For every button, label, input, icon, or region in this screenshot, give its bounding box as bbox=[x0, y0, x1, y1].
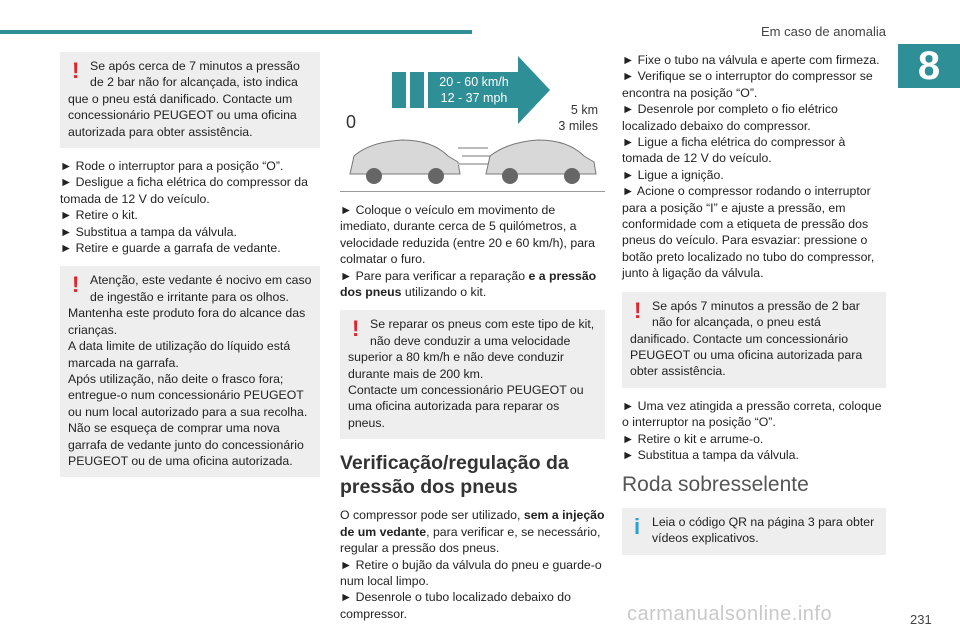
warning-line: não deve conduzir a uma velocidade bbox=[370, 333, 571, 348]
warning-text: Mantenha este produto fora do alcance das crianças. bbox=[68, 306, 306, 337]
figure-divider bbox=[340, 191, 605, 192]
step-item: ► Ligue a ficha elétrica do compressor à tomada de 12 V do veículo. bbox=[622, 135, 846, 166]
drive-figure bbox=[340, 52, 605, 192]
warning-line: Se após 7 minutos a pressão de 2 bar bbox=[652, 298, 860, 313]
warning-line: Se reparar os pneus com este tipo de kit, bbox=[370, 317, 595, 332]
watermark: carmanualsonline.info bbox=[627, 603, 833, 625]
warning-box bbox=[60, 52, 320, 148]
warning-line: Atenção, este vedante é nocivo em caso bbox=[90, 273, 312, 288]
column-3 bbox=[622, 52, 886, 565]
step-item: ► Retire o kit e arrume-o. bbox=[622, 431, 764, 446]
step-item: ► Retire o kit. bbox=[60, 208, 138, 223]
step-item: ► Acione o compressor rodando o interruptor para a posição “I” e ajuste a pressão, em conformidade com a etiqueta de pressão dos pneus do veículo. Para esvaziar: pressione o botão preto localizado no tubo do compressor, junto à ligação da válvula. bbox=[622, 184, 875, 281]
warning-line: de ingestão e irritante para os olhos. bbox=[90, 289, 289, 304]
step-item: ► Coloque o veículo em movimento de imediato, durante cerca de 5 quilómetros, a velocidade reduzida (entre 20 e 60 km/h), para colmatar o furo. bbox=[340, 203, 595, 267]
drive-illustration bbox=[340, 52, 605, 192]
section-heading: Verificação/regulação da pressão dos pneus bbox=[340, 452, 569, 499]
step-item: ► Retire o bujão da válvula do pneu e guarde-o num local limpo. bbox=[340, 557, 602, 588]
step-item: ► Rode o interruptor para a posição “O”. bbox=[60, 159, 284, 174]
section-title: Em caso de anomalia bbox=[760, 24, 886, 39]
speed-bar bbox=[410, 72, 424, 108]
warning-text: Após utilização, não deite o frasco fora; entregue-o num concessionário PEUGEOT ou num local autorizado para a sua recolha. bbox=[68, 371, 308, 419]
step-item: ► Substitua a tampa da válvula. bbox=[60, 224, 237, 239]
step-list bbox=[60, 158, 320, 256]
info-line: vídeos explicativos. bbox=[652, 531, 759, 546]
column-2 bbox=[340, 52, 605, 622]
distance-miles: 3 miles bbox=[558, 119, 598, 133]
warning-text: A data limite de utilização do líquido está marcada na garrafa. bbox=[68, 339, 291, 370]
step-list bbox=[622, 398, 886, 464]
step-item: ► Ligue a ignição. bbox=[622, 167, 724, 182]
warning-text: Contacte um concessionário PEUGEOT ou uma oficina autorizada para reparar os pneus. bbox=[348, 383, 584, 430]
warning-icon: ! bbox=[352, 316, 360, 342]
warning-text: Não se esqueça de comprar uma nova garrafa de vedante junto do concessionário PEUGEOT ou de uma oficina autorizada. bbox=[68, 421, 304, 468]
info-line: Leia o código QR na página 3 para obter bbox=[652, 514, 875, 529]
step-item: ► Pare para verificar a reparação e a pressão dos pneus utilizando o kit. bbox=[340, 268, 597, 300]
warning-line: não for alcançada, o pneu está bbox=[652, 315, 821, 330]
step-item: ► Fixe o tubo na válvula e aperte com firmeza. bbox=[622, 53, 880, 67]
step-list bbox=[340, 202, 605, 300]
speed-bar bbox=[392, 72, 406, 108]
step-item: ► Desenrole por completo o fio elétrico localizado debaixo do compressor. bbox=[622, 102, 838, 133]
info-icon: i bbox=[634, 513, 641, 539]
warning-line: Se após cerca de 7 minutos a pressão bbox=[90, 59, 300, 73]
car-moving bbox=[486, 140, 596, 184]
distance-km: 5 km bbox=[570, 103, 598, 117]
column-1 bbox=[60, 52, 320, 487]
car-stationary bbox=[350, 140, 460, 184]
step-item: ► Retire e guarde a garrafa de vedante. bbox=[60, 241, 281, 256]
warning-box bbox=[340, 310, 605, 439]
warning-box bbox=[60, 266, 320, 477]
warning-line: de 2 bar não for alcançada, isto indica bbox=[90, 75, 298, 90]
chapter-number: 8 bbox=[898, 44, 960, 88]
header-accent-bar bbox=[0, 30, 472, 34]
page-number: 231 bbox=[910, 612, 932, 627]
start-distance: 0 bbox=[346, 112, 357, 132]
step-item: ► Desenrole o tubo localizado debaixo do compressor. bbox=[340, 590, 571, 621]
motion-lines bbox=[458, 148, 490, 164]
speed-arrow bbox=[428, 56, 550, 124]
step-item: ► Uma vez atingida a pressão correta, coloque o interruptor na posição “O”. bbox=[622, 398, 882, 430]
warning-text: superior a 80 km/h e não deve conduzir durante mais de 200 km. bbox=[348, 350, 565, 381]
speed-kmh: 20 - 60 km/h bbox=[439, 75, 509, 89]
warning-text: que o pneu está danificado. Contacte um concessionário PEUGEOT ou uma oficina autorizada para obter assistência. bbox=[68, 91, 297, 139]
warning-text: danificado. Contacte um concessionário PEUGEOT ou uma oficina autorizada para obter assistência. bbox=[630, 331, 863, 379]
section-heading: Roda sobresselente bbox=[622, 473, 809, 497]
intro-text: O compressor pode ser utilizado, sem a injeção de um vedante, para verificar e, se necessário, regular a pressão dos pneus. bbox=[340, 508, 605, 556]
step-list bbox=[622, 52, 886, 282]
step-item: ► Verifique se o interruptor do compressor se encontra na posição “O”. bbox=[622, 69, 873, 100]
step-item: ► Desligue a ficha elétrica do compressor da tomada de 12 V do veículo. bbox=[60, 175, 308, 206]
warning-icon: ! bbox=[634, 297, 642, 323]
warning-icon: ! bbox=[72, 272, 80, 298]
step-item: ► Substitua a tampa da válvula. bbox=[622, 447, 799, 462]
info-box bbox=[622, 508, 886, 555]
warning-box bbox=[622, 292, 886, 388]
warning-icon: ! bbox=[72, 58, 80, 83]
speed-mph: 12 - 37 mph bbox=[440, 91, 508, 105]
